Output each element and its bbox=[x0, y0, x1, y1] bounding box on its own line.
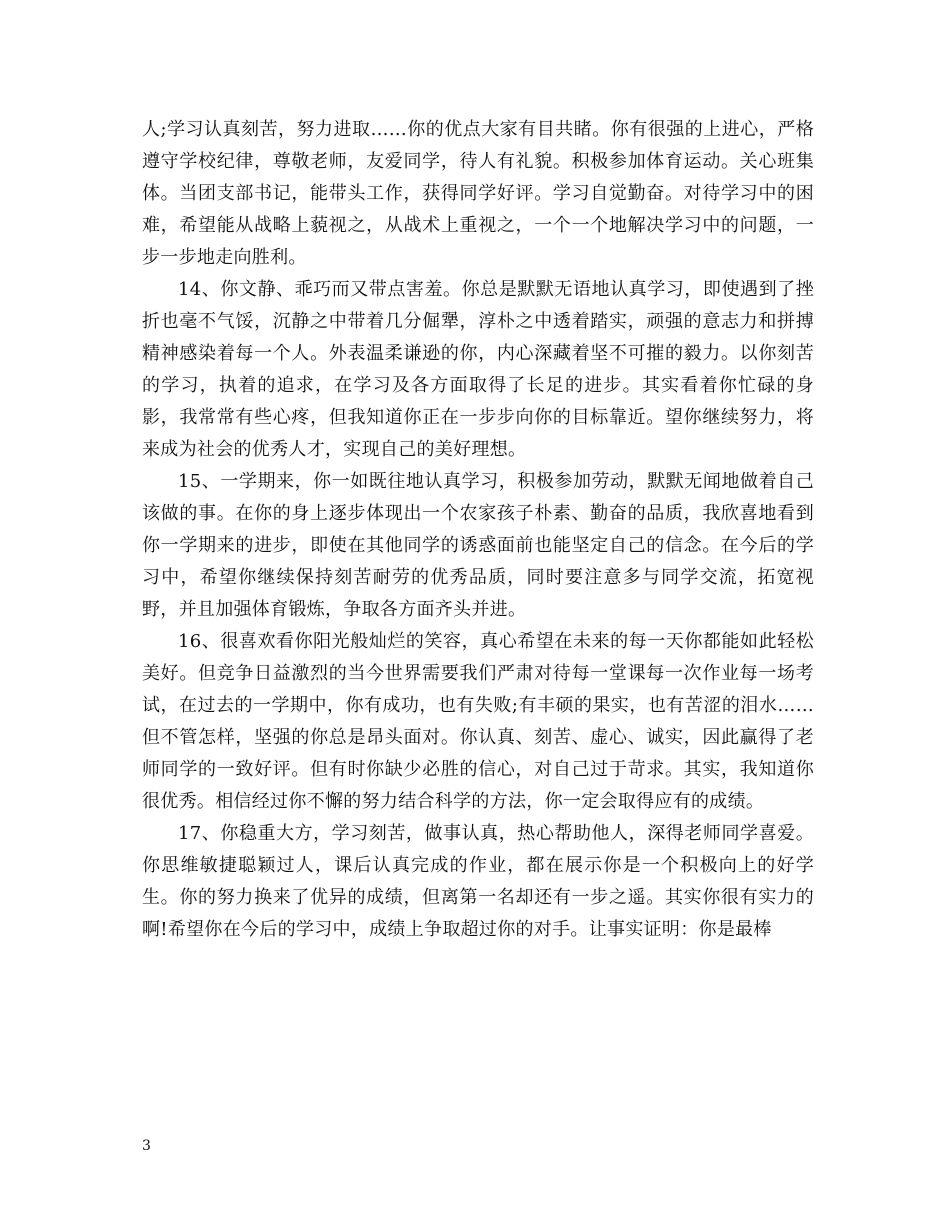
paragraph-15: 15、一学期来，你一如既往地认真学习，积极参加劳动，默默无闻地做着自己该做的事。在你的身上逐步体现出一个农家孩子朴素、勤奋的品质，我欣喜地看到你一学期来的进步，即使在其他同学的诱惑面前也能坚定自己的信念。在今后的学习中，希望你继续保持刻苦耐劳的优秀品质，同时要注意多与同学交流，拓宽视野，并且加强体育锻炼，争取各方面齐头并进。 bbox=[142, 471, 814, 620]
paragraph-continuation: 人;学习认真刻苦，努力进取……你的优点大家有目共睹。你有很强的上进心，严格遵守学校纪律，尊敬老师，友爱同学，待人有礼貌。积极参加体育运动。关心班集体。当团支部书记，能带头工作，获得同学好评。学习自觉勤奋。对待学习中的困难，希望能从战略上藐视之，从战术上重视之，一个一个地解决学习中的问题，一步一步地走向胜利。 bbox=[142, 119, 814, 268]
page-number: 3 bbox=[142, 1138, 151, 1154]
paragraph-14: 14、你文静、乖巧而又带点害羞。你总是默默无语地认真学习，即使遇到了挫折也毫不气馁，沉静之中带着几分倔犟，淳朴之中透着踏实，顽强的意志力和拼搏精神感染着每一个人。外表温柔谦逊的你，内心深藏着坚不可摧的毅力。以你刻苦的学习，执着的追求，在学习及各方面取得了长足的进步。其实看着你忙碌的身影，我常常有些心疼，但我知道你正在一步步向你的目标靠近。望你继续努力，将来成为社会的优秀人才，实现自己的美好理想。 bbox=[142, 279, 814, 460]
paragraph-16: 16、很喜欢看你阳光般灿烂的笑容，真心希望在未来的每一天你都能如此轻松美好。但竞争日益激烈的当今世界需要我们严肃对待每一堂课每一次作业每一场考试，在过去的一学期中，你有成功，也有失败;有丰硕的果实，也有苦涩的泪水……但不管怎样，坚强的你总是昂头面对。你认真、刻苦、虚心、诚实，因此赢得了老师同学的一致好评。但有时你缺少必胜的信心，对自己过于苛求。其实，我知道你很优秀。相信经过你不懈的努力结合科学的方法，你一定会取得应有的成绩。 bbox=[142, 631, 814, 812]
document-body bbox=[142, 114, 814, 946]
paragraph-17: 17、你稳重大方，学习刻苦，做事认真，热心帮助他人，深得老师同学喜爱。你思维敏捷聪颖过人，课后认真完成的作业，都在展示你是一个积极向上的好学生。你的努力换来了优异的成绩，但离第一名却还有一步之遥。其实你很有实力的啊!希望你在今后的学习中，成绩上争取超过你的对手。让事实证明：你是最棒 bbox=[142, 823, 814, 940]
